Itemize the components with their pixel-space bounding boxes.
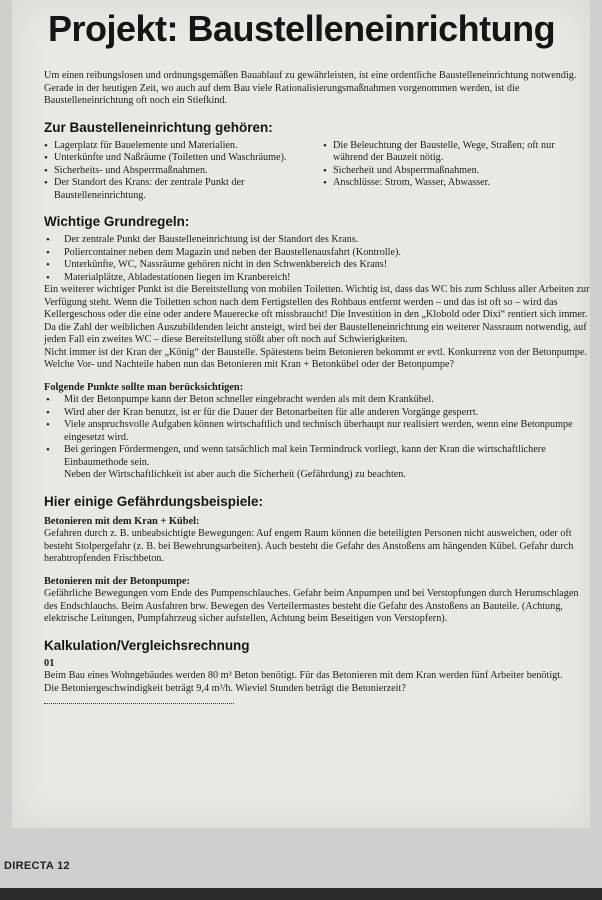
list-item: • Viele anspruchsvolle Aufgaben können wirtschaftlich und technisch überhaupt nur realisiert werden, wenn eine Betonpumpe eingesetzt wird.: [44, 419, 592, 444]
section-heading-hazards: Hier einige Gefährdungsbeispiele:: [44, 493, 264, 509]
list-item: • Sicherheit und Absperrmaßnahmen.: [323, 165, 592, 178]
exercise-number: 01: [44, 657, 55, 669]
body-paragraph: Welche Vor- und Nachteile haben nun das Betonieren mit Kran + Betonkübel oder der Betonpumpe?: [44, 359, 455, 370]
components-list-right: [323, 140, 592, 190]
page-title: Projekt: Baustelleneinrichtung: [48, 8, 556, 49]
list-item: • Lagerplatz für Bauelemente und Materialien.: [44, 140, 313, 153]
section-heading-rules: Wichtige Grundregeln:: [44, 214, 190, 229]
intro-paragraph: Gerade in der heutigen Zeit, wo auch auf dem Bau viele Rationalisierungsmaßnahmen vorgenommen werden, ist die Baustelleneinrichtung oft noch ein Stiefkind.: [44, 82, 520, 106]
answer-line[interactable]: [44, 695, 234, 704]
considerations-list: [44, 394, 592, 469]
exercise-question-text: Die Betoniergeschwindigkeit beträgt 9,4 m³/h. Wieviel Stunden beträgt die Betonierzeit?: [44, 682, 406, 694]
bottom-bar: [0, 888, 602, 900]
hazard-subheading-crane: Betonieren mit dem Kran + Kübel:: [44, 515, 200, 527]
body-paragraph: Da die Zahl der weiblichen Auszubildenden leicht ansteigt, wird bei der Baustelleneinrichtung ein weiterer Nassraum notwendig, auf jeden Fall ein zweites WC – diese Bereitstellung stößt aber oft noch auf Schwierigkeiten.: [44, 321, 587, 345]
list-item: • Sicherheits- und Absperrmaßnahmen.: [44, 165, 313, 178]
list-item: • Wird aber der Kran benutzt, ist er für die Dauer der Betonarbeiten für alle anderen Vorgänge gesperrt.: [44, 407, 592, 420]
list-item: • Poliercontainer neben dem Magazin und neben der Baustellenausfahrt (Kontrolle).: [44, 247, 592, 260]
section-heading-calculation: Kalkulation/Vergleichsrechnung: [44, 637, 250, 653]
list-item: • Der Standort des Krans: der zentrale Punkt der Baustelleneinrichtung.: [44, 177, 313, 202]
exercise-question: [44, 683, 592, 709]
list-item: • Anschlüsse: Strom, Wasser, Abwasser.: [323, 177, 592, 190]
exercise-text: Beim Bau eines Wohngebäudes werden 80 m³ Beton benötigt. Für das Betonieren mit dem Kran werden fünf Arbeiter benötigt.: [44, 670, 563, 681]
list-item: • Unterkünfte und Naßräume (Toiletten und Waschräume).: [44, 152, 313, 165]
safety-note: Neben der Wirtschaftlichkeit ist aber auch die Sicherheit (Gefährdung) zu beachten.: [64, 469, 406, 480]
section-heading-components: Zur Baustelleneinrichtung gehören:: [44, 119, 273, 135]
body-paragraph: Ein weiterer wichtiger Punkt ist die Bereitstellung von mobilen Toiletten. Wichtig ist, dass das WC bis zum Schluss aller Arbeiten zur Verfügung steht. Wenn die Toiletten schon nach dem Fertigstellen des Rohbaus entfernt werden – und das ist oft so – wird das Kellergeschoss oder die eine oder andere Mauerecke oft missbraucht! Die Investition in den „Klobold oder Dixi“ rentiert sich immer.: [44, 284, 590, 320]
rules-list: [44, 234, 592, 284]
list-item: • Die Beleuchtung der Baustelle, Wege, Straßen; oft nur während der Bauzeit nötig.: [323, 140, 592, 165]
list-item: • Materialplätze, Abladestationen liegen im Kranbereich!: [44, 272, 592, 285]
list-item: • Der zentrale Punkt der Baustelleneinrichtung ist der Standort des Krans.: [44, 234, 592, 247]
worksheet-page: [12, 0, 590, 828]
body-paragraph: Nicht immer ist der Kran der „König“ der Baustelle. Spätestens beim Betonieren bekommt er evtl. Konkurrenz von der Betonpumpe.: [44, 346, 587, 358]
list-item: • Mit der Betonpumpe kann der Beton schneller eingebracht werden als mit dem Krankübel.: [44, 394, 592, 407]
components-columns: [44, 140, 592, 203]
section-heading-considerations: Folgende Punkte sollte man berücksichtigen:: [44, 381, 244, 393]
hazard-text-pump: Gefährliche Bewegungen vom Ende des Pumpenschlauches. Gefahr beim Anpumpen und bei Verstopfungen durch Herumschlagen des Endschlauchs. Beim Ausfahren brw. Bewegen des Verteilermastes besteht die Gefahr des Anstoßens an Bauteile. (Achtung, elektrische Leitungen, Pumpfahrzeug sicher aufstellen, Achtung beim Beseitigen von Verstopfern).: [44, 588, 579, 624]
list-item: • Unterkünfte, WC, Nassräume gehören nicht in den Schwenkbereich des Krans!: [44, 259, 592, 272]
worksheet-content: [44, 70, 592, 709]
hazard-text-crane: Gefahren durch z. B. unbeabsichtigte Bewegungen: Auf engem Raum können die beteiligten Personen nicht ausweichen, oder oft besteht Stolpergefahr (z. B. bei Bewehrungsarbeiten). Auch besteht die Gefahr des Anstoßens am hängenden Kübel. Gefahr durch herabtropfenden Frischbeton.: [44, 528, 574, 564]
list-item: • Bei geringen Fördermengen, und wenn tatsächlich mal kein Termindruck vorliegt, kann der Kran die wirtschaftlichere Einbaumethode sein.: [44, 444, 592, 469]
hazard-subheading-pump: Betonieren mit der Betonpumpe:: [44, 575, 190, 587]
components-list-left: [44, 140, 313, 203]
intro-paragraph: Um einen reibungslosen und ordnungsgemäßen Bauablauf zu gewährleisten, ist eine ordentliche Baustelleneinrichtung notwendig.: [44, 70, 577, 81]
footer-brand: DIRECTA 12: [4, 860, 70, 872]
